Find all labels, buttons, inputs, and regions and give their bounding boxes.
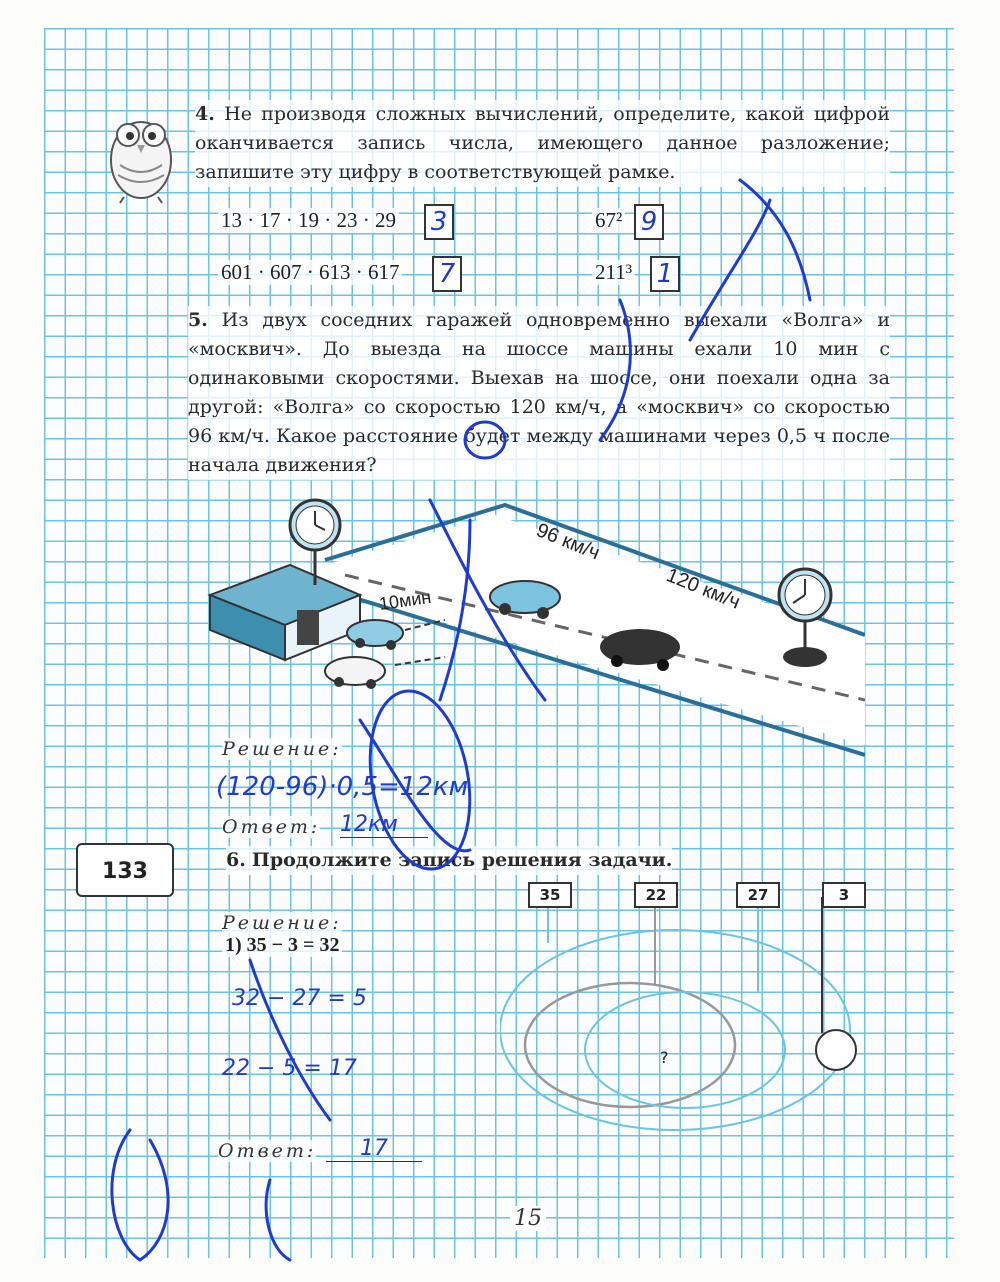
car-icon bbox=[325, 657, 385, 689]
task-6-statement: Продолжите запись решения задачи. bbox=[251, 849, 673, 871]
task-6-step-2-handwritten: 32 − 27 = 5 bbox=[232, 986, 367, 1011]
expression-3: 601 · 607 · 613 · 617 bbox=[218, 260, 402, 285]
task-5-statement: Из двух соседних гаражей одновременно выехали «Волга» и «москвич». До выезда на шоссе машины ехали 10 мин с одинаковыми скоростями. Выехав на шоссе, они поехали одна за другой: «Волга» со скоростью 120 км/ч, а «москвич» со скоростью 96 км/ч. Какое расстояние будет между машинами через 0,5 ч после начала движения? bbox=[188, 309, 890, 476]
flag-27: 27 bbox=[736, 882, 780, 908]
answer-box-3[interactable]: 7 bbox=[432, 256, 462, 292]
arrow-icon bbox=[395, 657, 445, 665]
flag-3: 3 bbox=[822, 882, 866, 908]
task-6-step-1: 1) 35 − 3 = 32 bbox=[222, 934, 342, 957]
car-icon bbox=[347, 620, 403, 650]
question-mark: ? bbox=[660, 1048, 669, 1067]
task-5 bbox=[188, 306, 890, 480]
task-5-solution-label: Решение: bbox=[222, 738, 342, 760]
task-6-solution-label: Решение: bbox=[222, 912, 342, 934]
task-5-answer-handwritten: 12км bbox=[340, 812, 428, 838]
task-6-answer-handwritten: 17 bbox=[326, 1136, 422, 1162]
task-5-answer-label: Ответ: bbox=[222, 816, 321, 838]
answer-box-4[interactable]: 1 bbox=[650, 256, 680, 292]
circle-3 bbox=[816, 1030, 856, 1070]
task-6-answer-label: Ответ: bbox=[218, 1140, 317, 1162]
task-6-step-3-handwritten: 22 − 5 = 17 bbox=[222, 1056, 357, 1081]
task-6-number: 6. bbox=[226, 849, 246, 871]
label-120-kmh: 120 км/ч bbox=[663, 564, 744, 614]
page-number: 15 bbox=[510, 1206, 546, 1231]
ellipse-27 bbox=[585, 992, 785, 1108]
owl-icon bbox=[100, 95, 182, 205]
task-4-number: 4. bbox=[195, 103, 215, 125]
expression-1: 13 · 17 · 19 · 23 · 29 bbox=[218, 208, 399, 233]
flag-35: 35 bbox=[528, 882, 572, 908]
label-10min: 10мин bbox=[377, 586, 433, 614]
page-tab-133: 133 bbox=[76, 843, 174, 897]
expression-4: 211³ bbox=[592, 260, 635, 285]
sets-diagram bbox=[500, 885, 880, 1145]
answer-box-1[interactable]: 3 bbox=[424, 204, 454, 240]
flag-22: 22 bbox=[634, 882, 678, 908]
task-5-text bbox=[188, 306, 890, 480]
task-4 bbox=[195, 100, 890, 187]
label-96-kmh: 96 км/ч bbox=[533, 519, 603, 565]
task-5-number: 5. bbox=[188, 309, 208, 331]
task-4-text bbox=[195, 100, 890, 187]
task-4-statement: Не производя сложных вычислений, определите, какой цифрой оканчивается запись числа, имеющего данное разложение; запишите эту цифру в соответствующей рамке. bbox=[195, 103, 890, 183]
answer-box-2[interactable]: 9 bbox=[634, 204, 664, 240]
task-6 bbox=[226, 846, 672, 875]
garage-road-illustration bbox=[205, 485, 865, 775]
task-5-solution-handwritten: (120-96)·0,5=12км bbox=[216, 772, 469, 802]
expression-2: 67² bbox=[592, 208, 625, 233]
